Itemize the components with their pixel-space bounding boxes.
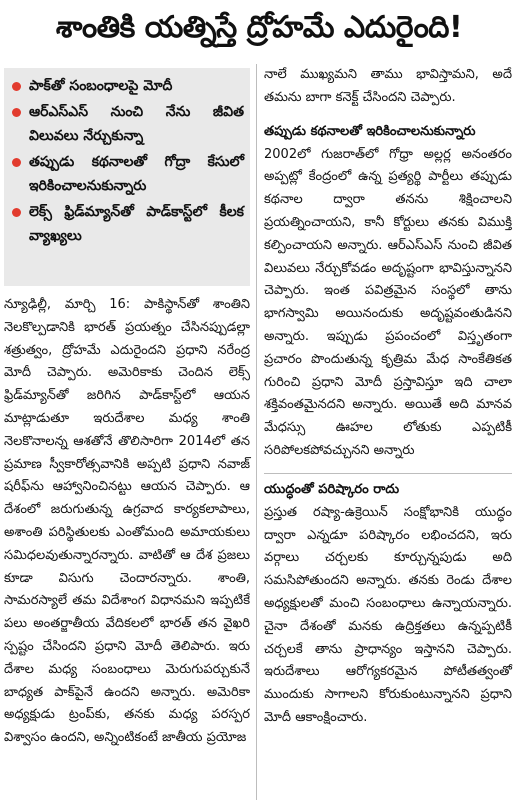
right-column [264, 64, 512, 730]
left-column [4, 68, 250, 750]
highlight-item: తప్పుడు కథనాలతో గోద్రా కేసులో ఇరికించాలనుకున్నారు [10, 150, 244, 198]
highlights-box [4, 68, 250, 286]
highlight-item: పాక్‌తో సంబంధాలపై మోదీ [10, 74, 244, 98]
article-body-left: న్యూఢిల్లీ, మార్చి 16: పాకిస్థాన్‌తో శాంతిని నెలకొల్పడానికి భారత్ ప్రయత్నం చేసినప్పుడల్లా శత్రుత్వం, ద్రోహమే ఎదురైందని ప్రధాని నరేంద్ర మోదీ చెప్పారు. అమెరికాకు చెందిన లెక్స్ ఫ్రిడ్‌మ్యాన్‌తో జరిగిన పాడ్‌కాస్ట్‌లో ఆయన మాట్లాడుతూ ఇరుదేశాల మధ్య శాంతి నెలకొనాలన్న ఆశతోనే తొలిసారిగా 2014లో తన ప్రమాణ స్వీకారోత్సవానికి అప్పటి ప్రధాని నవాజ్ షరీఫ్‌ను ఆహ్వానించినట్టు ఆయన చెప్పారు. ఆ దేశంలో జరుగుతున్న ఉగ్రవాద కార్యకలాపాలు, అశాంతి పరిస్థితులకు ఎంతోమంది అమాయకులు సమిధలవుతున్నారన్నారు. వాటితో ఆ దేశ ప్రజలు కూడా విసుగు చెందారన్నారు. శాంతి, సామరస్యాలే తమ విదేశాంగ విధానమని ఇప్పటికే పలు అంతర్జాతీయ వేదికలలో భారత్ తన వైఖరి స్పష్టం చేసిందని ప్రధాని మోదీ తెలిపారు. ఇరు దేశాల మధ్య సంబంధాలు మెరుగుపర్చుకునే బాధ్యత పాక్‌పైనే ఉందని అన్నారు. అమెరికా అధ్యక్షుడు ట్రంప్‌కు, తనకు మధ్య పరస్పర విశ్వాసం ఉందని, అన్నింటికంటే జాతీయ ప్రయోజ [4, 297, 250, 746]
article-body-right-1: 2002లో గుజరాత్‌లో గోధ్రా అల్లర్ల అనంతరం అప్పట్లో కేంద్రంలో ఉన్న ప్రత్యర్థి పార్టీలు తప్పుడు కథనాల ద్వారా తనను శిక్షించాలని ప్రయత్నించాయని, కానీ కోర్టులు తనకు విముక్తి కల్పించాయని అన్నారు. ఆర్‌ఎస్‌ఎస్ నుంచి జీవిత విలువలు నేర్చుకోవడం అదృష్టంగా భావిస్తున్నానని చెప్పారు. ఇంత పవిత్రమైన సంస్థలో తాను భాగస్వామి అయినందుకు అదృష్టవంతుడినని అన్నారు. ఇప్పుడు ప్రపంచంలో విస్తృతంగా ప్రచారం పొందుతున్న కృత్రిమ మేధ సాంకేతికత గురించి ప్రధాని మోదీ ప్రస్తావిస్తూ ఇది చాలా శక్తివంతమైనదని అన్నారు. అయితే అది మానవ మేధస్సు ఊహల లోతుకు ఎప్పటికీ సరిపోలకపోవచ్చునని అన్నారు [264, 146, 512, 458]
red-bullet-icon [12, 208, 21, 217]
column-divider [256, 64, 257, 800]
section-divider [264, 473, 512, 474]
headline: శాంతికి యత్నిస్తే ద్రోహమే ఎదురైంది! [55, 10, 463, 45]
subheading-false-narratives: తప్పుడు కథనాలతో ఇరికించాలనుకున్నారు [264, 123, 476, 139]
highlight-item: లెక్స్ ఫ్రిడ్‌మ్యాన్‌తో పాడ్‌కాస్ట్‌లో కీలక వ్యాఖ్యలు [10, 200, 244, 248]
article-body-right-2: ప్రస్తుత రష్యా-ఉక్రెయిన్ సంక్షోభానికి యుద్ధం ద్వారా ఎన్నడూ పరిష్కారం లభించదని, ఇరు వర్గాలు చర్చలకు కూర్చున్నపుడు అది సమసిపోతుందని అన్నారు. తనకు రెండు దేశాల అధ్యక్షులతో మంచి సంబంధాలు ఉన్నాయన్నారు. చైనా దేశంతో మనకు ఉద్రిక్తతలు ఉన్నప్పటికీ చర్చలకే తాను ప్రాధాన్యం ఇస్తానని చెప్పారు. ఇరుదేశాలు ఆరోగ్యకరమైన పోటీతత్వంతో ముందుకు సాగాలని కోరుకుంటున్నానని ప్రధాని మోదీ ఆకాంక్షించారు. [264, 504, 512, 725]
subheading-no-war-solution: యుద్ధంతో పరిష్కారం రాదు [264, 481, 400, 497]
article-body-right-intro: నాలే ముఖ్యమని తాము భావిస్తామని, అదే తమను బాగా కనెక్ట్ చేసిందని చెప్పారు. [264, 67, 512, 105]
red-bullet-icon [12, 82, 21, 91]
highlight-item: ఆర్‌ఎస్‌ఎస్ నుంచి నేను జీవిత విలువలు నేర్చుకున్నా [10, 100, 244, 148]
red-bullet-icon [12, 108, 21, 117]
red-bullet-icon [12, 158, 21, 167]
